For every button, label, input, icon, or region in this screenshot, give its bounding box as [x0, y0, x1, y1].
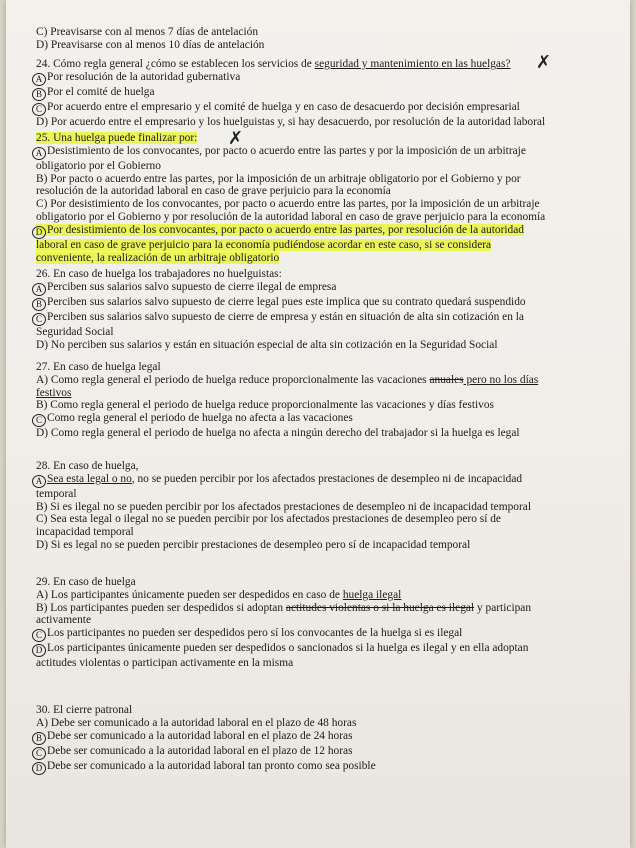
q26-option-c: C Perciben sus salarios salvo supuesto de cierre de empresa y están en situación de alta sin cotización en la: [36, 311, 612, 326]
q25-option-d-cont2: conveniente, la realización de un arbitraje obligatorio: [36, 251, 280, 264]
q26-option-b: B Perciben sus salarios salvo supuesto de cierre legal pues este implica que su contrato quedará suspendido: [36, 296, 612, 311]
q26-option-c-cont: Seguridad Social: [36, 325, 114, 338]
circle-mark-icon: C: [32, 313, 46, 326]
q24-option-b: B Por el comité de huelga: [36, 86, 612, 101]
q29-option-d: D Los participantes únicamente pueden ser despedidos o sancionados si la huelga es ilegal y en ella adoptan: [36, 642, 612, 657]
q27-title: 27. En caso de huelga legal: [36, 361, 161, 373]
q27-option-c: C Como regla general el periodo de huelga no afecta a las vacaciones: [36, 412, 612, 427]
q29-option-b: B) Los participantes pueden ser despedidos si adoptan actitudes violentas o si la huelga es ilegal y participan: [36, 601, 532, 614]
q28-option-c-cont: incapacidad temporal: [36, 526, 134, 539]
q30-option-a: A) Debe ser comunicado a la autoridad laboral en el plazo de 48 horas: [36, 716, 357, 729]
q28-option-b: B) Si es ilegal no se pueden percibir por los afectados prestaciones de desempleo ni de incapacidad temporal: [36, 500, 532, 513]
q24-title: 24. Cómo regla general ¿cómo se establecen los servicios de seguridad y mantenimiento en las huelgas?: [36, 58, 511, 70]
question-26: [36, 268, 612, 351]
q25-option-b-cont: resolución de la autoridad laboral en caso de grave perjuicio para la economía: [36, 185, 391, 198]
q30-option-d: D Debe ser comunicado a la autoridad laboral tan pronto como sea posible: [36, 760, 612, 775]
q25-title: 25. Una huelga puede finalizar por:: [36, 132, 198, 144]
circle-mark-icon: C: [32, 414, 46, 427]
circle-mark-icon: D: [32, 762, 46, 775]
q29-option-a: A) Los participantes únicamente pueden ser despedidos en caso de huelga ilegal: [36, 588, 402, 601]
q30-option-c: C Debe ser comunicado a la autoridad laboral en el plazo de 12 horas: [36, 745, 612, 760]
q29-option-c: C Los participantes no pueden ser despedidos pero sí los convocantes de la huelga si es ilegal: [36, 627, 612, 642]
q28-option-c: C) Sea esta legal o ilegal no se pueden percibir por los afectados prestaciones de desempleo pero sí de: [36, 513, 501, 526]
q28-title: 28. En caso de huelga,: [36, 460, 139, 472]
q24-option-c: C Por acuerdo entre el empresario y el comité de huelga y en caso de desacuerdo por decisión empresarial: [36, 101, 612, 116]
question-29: [36, 576, 612, 670]
circle-mark-icon: B: [32, 732, 46, 745]
q26-option-d: D) No perciben sus salarios y están en situación especial de alta sin cotización en la Seguridad Social: [36, 338, 498, 351]
q30-title: 30. El cierre patronal: [36, 704, 133, 716]
circle-mark-icon: C: [32, 747, 46, 760]
question-28: [36, 460, 612, 552]
q25-option-d-cont1: laboral en caso de grave perjuicio para la economía pudiéndose acordar en este caso, si se considera: [36, 238, 492, 251]
q25-option-c: C) Por desistimiento de los convocantes, por pacto o acuerdo entre las partes, por la imposición de un arbitraje: [36, 198, 540, 211]
q25-option-b: B) Por pacto o acuerdo entre las partes, por la imposición de un arbitraje obligatorio por el Gobierno y por: [36, 172, 521, 185]
q28-option-a: A Sea esta legal o no, no se pueden percibir por los afectados prestaciones de desempleo ni de incapacidad: [36, 473, 612, 488]
circle-mark-icon: D: [32, 644, 46, 657]
circle-mark-icon: C: [32, 103, 46, 116]
q25-option-a-cont: obligatorio por el Gobierno: [36, 159, 161, 172]
exam-page: [6, 0, 630, 848]
cross-mark-icon: ✗: [228, 128, 244, 149]
q23-option-d: D) Preavisarse con al menos 10 días de antelación: [36, 38, 265, 51]
q24-option-a: A Por resolución de la autoridad gubernativa: [36, 71, 612, 86]
circle-mark-icon: B: [32, 88, 46, 101]
circle-mark-icon: A: [32, 73, 46, 86]
circle-mark-icon: A: [32, 147, 46, 160]
question-24: [36, 58, 612, 129]
q28-option-d: D) Si es legal no se pueden percibir prestaciones de desempleo pero sí de incapacidad temporal: [36, 538, 471, 551]
q29-option-b-cont: activamente: [36, 614, 92, 627]
q25-option-d: D Por desistimiento de los convocantes, por pacto o acuerdo entre las partes, por resolución de la autoridad: [36, 224, 612, 239]
q30-option-b: B Debe ser comunicado a la autoridad laboral en el plazo de 24 horas: [36, 730, 612, 745]
q27-option-b: B) Como regla general el periodo de huelga reduce proporcionalmente las vacaciones y días festivos: [36, 399, 494, 412]
question-25: [36, 132, 612, 264]
circle-mark-icon: B: [32, 298, 46, 311]
circle-mark-icon: A: [32, 475, 46, 488]
circle-mark-icon: C: [32, 629, 46, 642]
question-27: [36, 361, 612, 440]
q23-option-c: C) Preavisarse con al menos 7 días de antelación: [36, 26, 259, 38]
question-30: [36, 704, 612, 775]
q26-title: 26. En caso de huelga los trabajadores no huelguistas:: [36, 268, 282, 280]
circle-mark-icon: D: [32, 226, 46, 239]
q27-option-d: D) Como regla general el periodo de huelga no afecta a ningún derecho del trabajador si la huelga es legal: [36, 427, 520, 440]
q28-option-a-cont: temporal: [36, 487, 77, 500]
q27-option-a-cont: festivos: [36, 386, 72, 399]
question-23-tail: [36, 26, 612, 52]
q24-option-d: D) Por acuerdo entre el empresario y los huelguistas y, si hay desacuerdo, por resolución de la autoridad laboral: [36, 115, 546, 128]
cross-mark-icon: ✗: [536, 52, 552, 73]
q27-option-a: A) Como regla general el periodo de huelga reduce proporcionalmente las vacaciones anuales pero no los días: [36, 373, 539, 386]
q25-option-a: A Desistimiento de los convocantes, por pacto o acuerdo entre las partes y por la imposición de un arbitraje: [36, 145, 612, 160]
circle-mark-icon: A: [32, 283, 46, 296]
q25-option-c-cont: obligatorio por el Gobierno y por resolución de la autoridad laboral en caso de grave perjuicio para la economía: [36, 210, 546, 223]
q29-title: 29. En caso de huelga: [36, 576, 136, 588]
q26-option-a: A Perciben sus salarios salvo supuesto de cierre ilegal de empresa: [36, 281, 612, 296]
q29-option-d-cont: actitudes violentas o participan activamente en la misma: [36, 657, 294, 670]
